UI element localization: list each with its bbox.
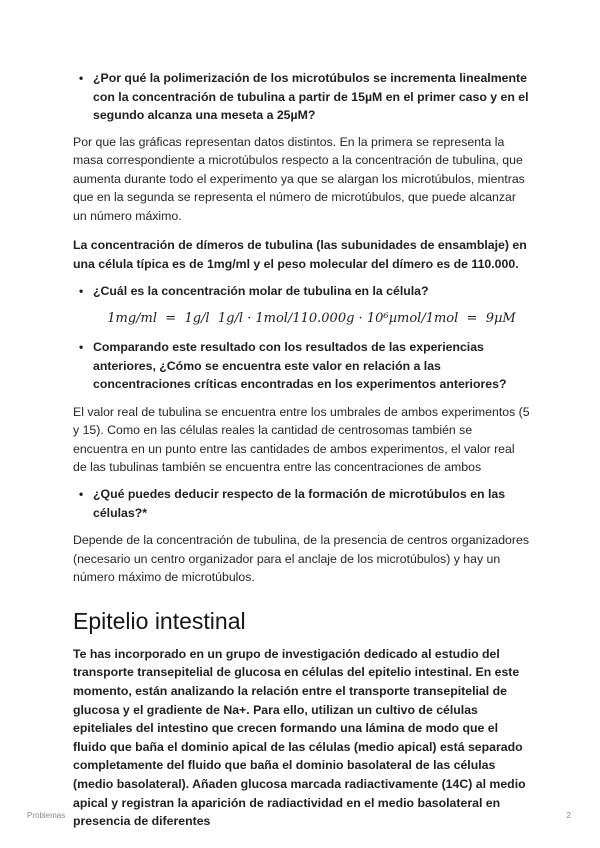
page-content <box>73 69 530 831</box>
question-molar-concentration: • ¿Cuál es la concentración molar de tubulina en la célula? <box>73 282 530 301</box>
answer-polymerization: Por que las gráficas representan datos distintos. En la primera se representa la masa correspondiente a microtúbulos respecto a la concentración de tubulina, que aumenta durante todo el experimento ya que se alargan los microtúbulos, mientras que en la segunda se representa el número de microtúbulos, que puede alcanzar un número máximo. <box>73 134 525 223</box>
question-critical-concentrations: • Comparando este resultado con los resultados de las experiencias anteriores, ¿Cómo se encuentra este valor en relación a las concentraciones críticas encontradas en los experimentos anteriores? <box>73 338 530 394</box>
dimer-concentration-paragraph: La concentración de dímeros de tubulina (las subunidades de ensamblaje) en una célula típica es de 1mg/ml y el peso molecular del dímero es de 110.000. <box>73 238 527 272</box>
section-heading: Epitelio intestinal <box>73 607 246 634</box>
footer-label: Problemas <box>27 811 66 820</box>
answer-microtubule-formation: Depende de la concentración de tubulina, de la presencia de centros organizadores (necesario un centro organizador para el anclaje de los microtúbulos) y hay un número máximo de microtúbulos. <box>73 533 529 585</box>
question-polymerization: • ¿Por qué la polimerización de los microtúbulos se incrementa linealmente con la concentración de tubulina a partir de 15µM en el primer caso y en el segundo alcanza una meseta a 25µM? <box>73 69 530 125</box>
question-microtubule-formation: • ¿Qué puedes deducir respecto de la formación de microtúbulos en las células?* <box>73 485 530 522</box>
page-number: 2 <box>566 811 571 820</box>
answer-critical-concentrations: El valor real de tubulina se encuentra entre los umbrales de ambos experimentos (5 y 15). Como en las células reales la cantidad de centrosomas también se encuentra en un punto entre las cantidades de ambos experimentos, el valor real de las tubulinas también se encuentra entre las concentraciones de ambos <box>73 404 530 475</box>
molar-equation: 1mg/ml = 1g/l 1g/l · 1mol/110.000g · 10⁶µmol/1mol = 9µM <box>107 311 516 327</box>
intestinal-epithelium-intro: Te has incorporado en un grupo de investigación dedicado al estudio del transporte transepitelial de glucosa en células del epitelio intestinal. En este momento, están analizando la relación entre el transporte transepitelial de glucosa y el gradiente de Na+. Para ello, utilizan un cultivo de células epiteliales del intestino que crecen formando una lámina de modo que el fluido que baña el dominio apical de las células (medio apical) está separado completamente del fluido que baña el dominio basolateral de las células (medio basolateral). Añaden glucosa marcada radiactivamente (14C) al medio apical y registran la aparición de radiactividad en el medio basolateral en presencia de diferentes <box>73 646 526 829</box>
